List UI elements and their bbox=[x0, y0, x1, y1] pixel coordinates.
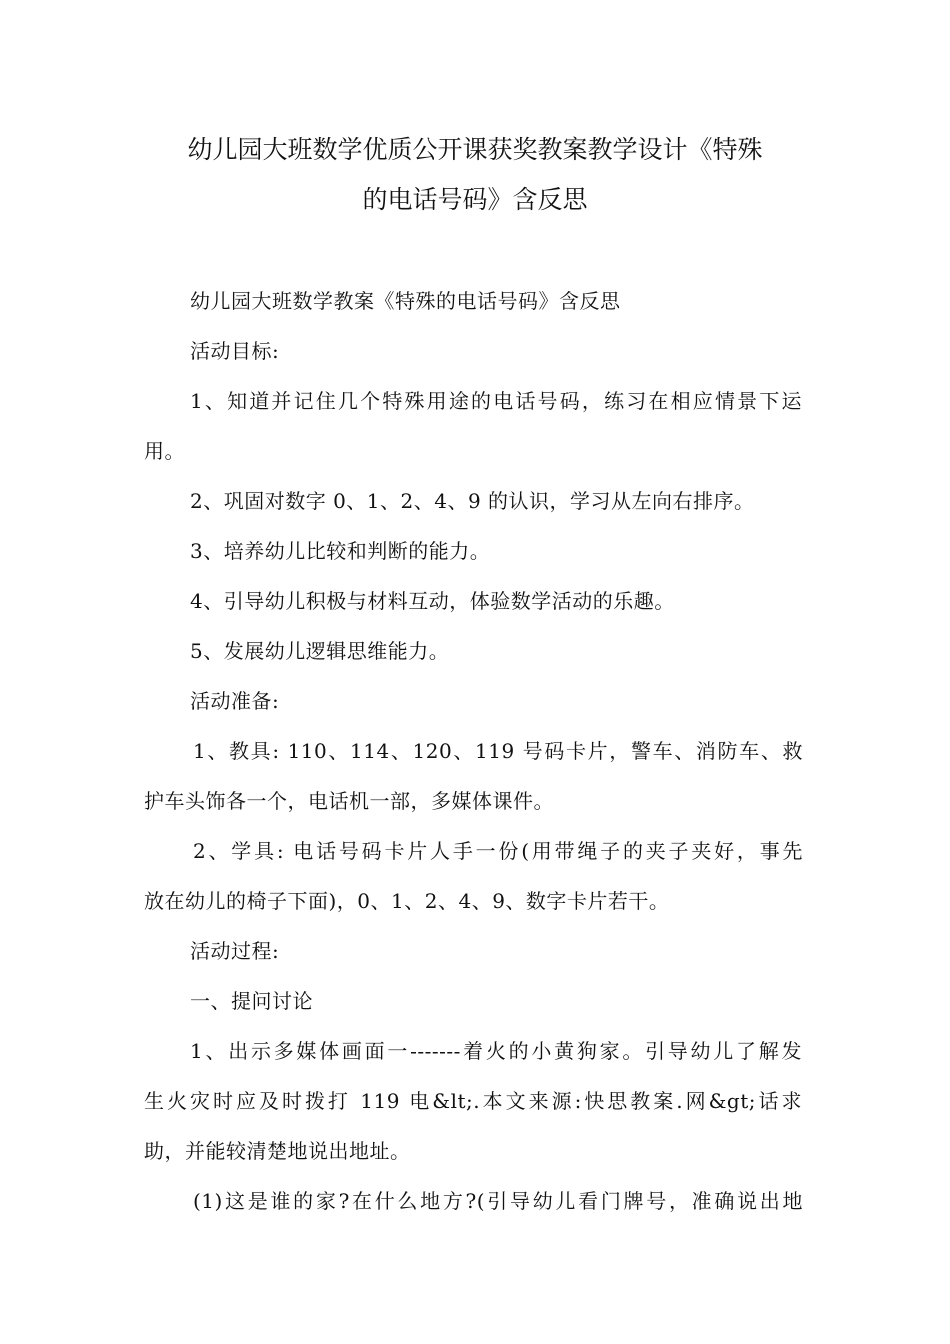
process-item-1-continued: 生火灾时应及时拨打 119 电&lt;.本文来源:快思教案.网&gt;话求 bbox=[144, 1089, 802, 1113]
goal-item-2: 2、巩固对数字 0、1、2、4、9 的认识，学习从左向右排序。 bbox=[190, 489, 755, 513]
section-heading-preparation: 活动准备: bbox=[190, 689, 280, 713]
process-item-1: 1、出示多媒体画面一-------着火的小黄狗家。引导幼儿了解发 bbox=[190, 1039, 802, 1063]
process-question-1: (1)这是谁的家?在什么地方?(引导幼儿看门牌号，准确说出地 bbox=[193, 1189, 803, 1213]
preparation-item-1: 1、教具: 110、114、120、119 号码卡片，警车、消防车、救 bbox=[193, 739, 803, 763]
section-heading-goals: 活动目标: bbox=[190, 339, 280, 363]
goal-item-3: 3、培养幼儿比较和判断的能力。 bbox=[190, 539, 491, 563]
preparation-item-2-continued: 放在幼儿的椅子下面)，0、1、2、4、9、数字卡片若干。 bbox=[144, 889, 670, 913]
process-item-1-continued-2: 助，并能较清楚地说出地址。 bbox=[144, 1139, 411, 1163]
goal-item-1: 1、知道并记住几个特殊用途的电话号码，练习在相应情景下运 bbox=[190, 389, 802, 413]
goal-item-4: 4、引导幼儿积极与材料互动，体验数学活动的乐趣。 bbox=[190, 589, 675, 613]
process-step-heading-1: 一、提问讨论 bbox=[190, 989, 313, 1013]
preparation-item-1-continued: 护车头饰各一个，电话机一部，多媒体课件。 bbox=[144, 789, 554, 813]
goal-item-5: 5、发展幼儿逻辑思维能力。 bbox=[190, 639, 450, 663]
section-heading-process: 活动过程: bbox=[190, 939, 280, 963]
subtitle-line: 幼儿园大班数学教案《特殊的电话号码》含反思 bbox=[190, 289, 621, 313]
document-title-line-1: 幼儿园大班数学优质公开课获奖教案教学设计《特殊 bbox=[187, 135, 763, 164]
document-title-line-2: 的电话号码》含反思 bbox=[362, 185, 588, 214]
goal-item-1-continued: 用。 bbox=[144, 439, 185, 463]
preparation-item-2: 2、学具: 电话号码卡片人手一份(用带绳子的夹子夹好，事先 bbox=[193, 839, 803, 863]
